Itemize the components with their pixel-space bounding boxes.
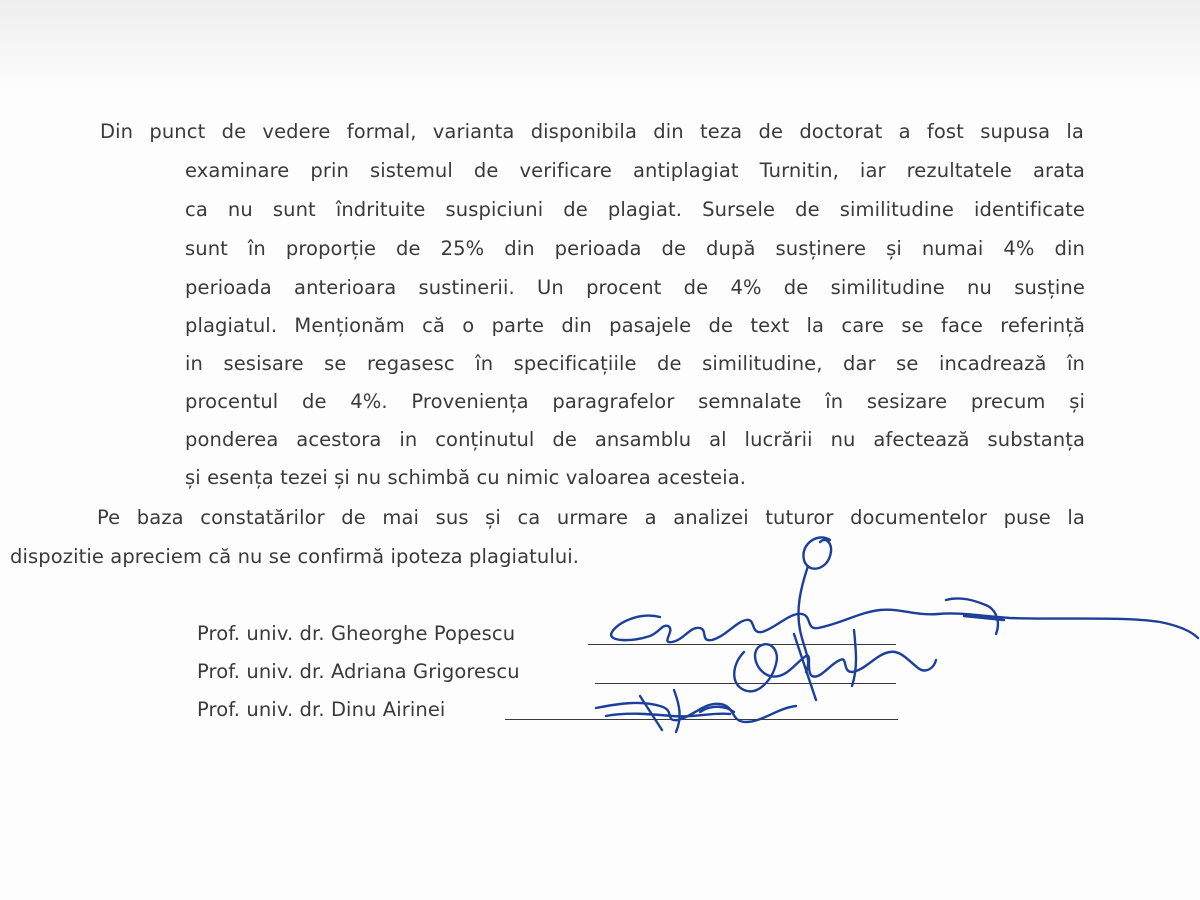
paragraph-1-line-2: examinare prin sistemul de verificare antiplagiat Turnitin, iar rezultatele arata [185,159,1085,182]
paragraph-1-line-5: perioada anterioara sustinerii. Un procent de 4% de similitudine nu susține [185,276,1085,299]
scan-shading [0,0,1200,90]
paragraph-1-line-3: ca nu sunt îndrituite suspiciuni de plagiat. Sursele de similitudine identificate [185,198,1085,221]
signature-line [505,719,898,720]
paragraph-2-line-1: Pe baza constatărilor de mai sus și ca urmare a analizei tuturor documentelor puse la [97,506,1085,529]
signatory-name: Prof. univ. dr. Gheorghe Popescu [197,622,516,645]
paragraph-1-line-7: in sesisare se regasesc în specificațiile de similitudine, dar se incadrează în [185,352,1085,375]
paragraph-1-line-8: procentul de 4%. Proveniența paragrafelor semnalate în sesizare precum și [185,390,1085,413]
signature-popescu [611,610,1198,643]
signatory-name: Prof. univ. dr. Dinu Airinei [197,698,446,721]
paragraph-1-line-4: sunt în proporție de 25% din perioada de după susținere și numai 4% din [185,237,1085,260]
signature-grigorescu [734,644,936,691]
paragraph-1-line-9: ponderea acestora in conținutul de ansamblu al lucrării nu afectează substanța [185,428,1085,451]
paragraph-1-line-10: și esența tezei și nu schimbă cu nimic valoarea acesteia. [185,466,747,489]
signature-line [588,644,896,645]
signatory-name: Prof. univ. dr. Adriana Grigorescu [197,660,520,683]
paragraph-2-line-2: dispozitie apreciem că nu se confirmă ipoteza plagiatului. [10,545,580,568]
paragraph-1-line-6: plagiatul. Menționăm că o parte din pasajele de text la care se face referință [185,314,1085,337]
signature-line [595,683,896,684]
paragraph-1-line-1: Din punct de vedere formal, varianta disponibila din teza de doctorat a fost supusa la [100,120,1084,143]
